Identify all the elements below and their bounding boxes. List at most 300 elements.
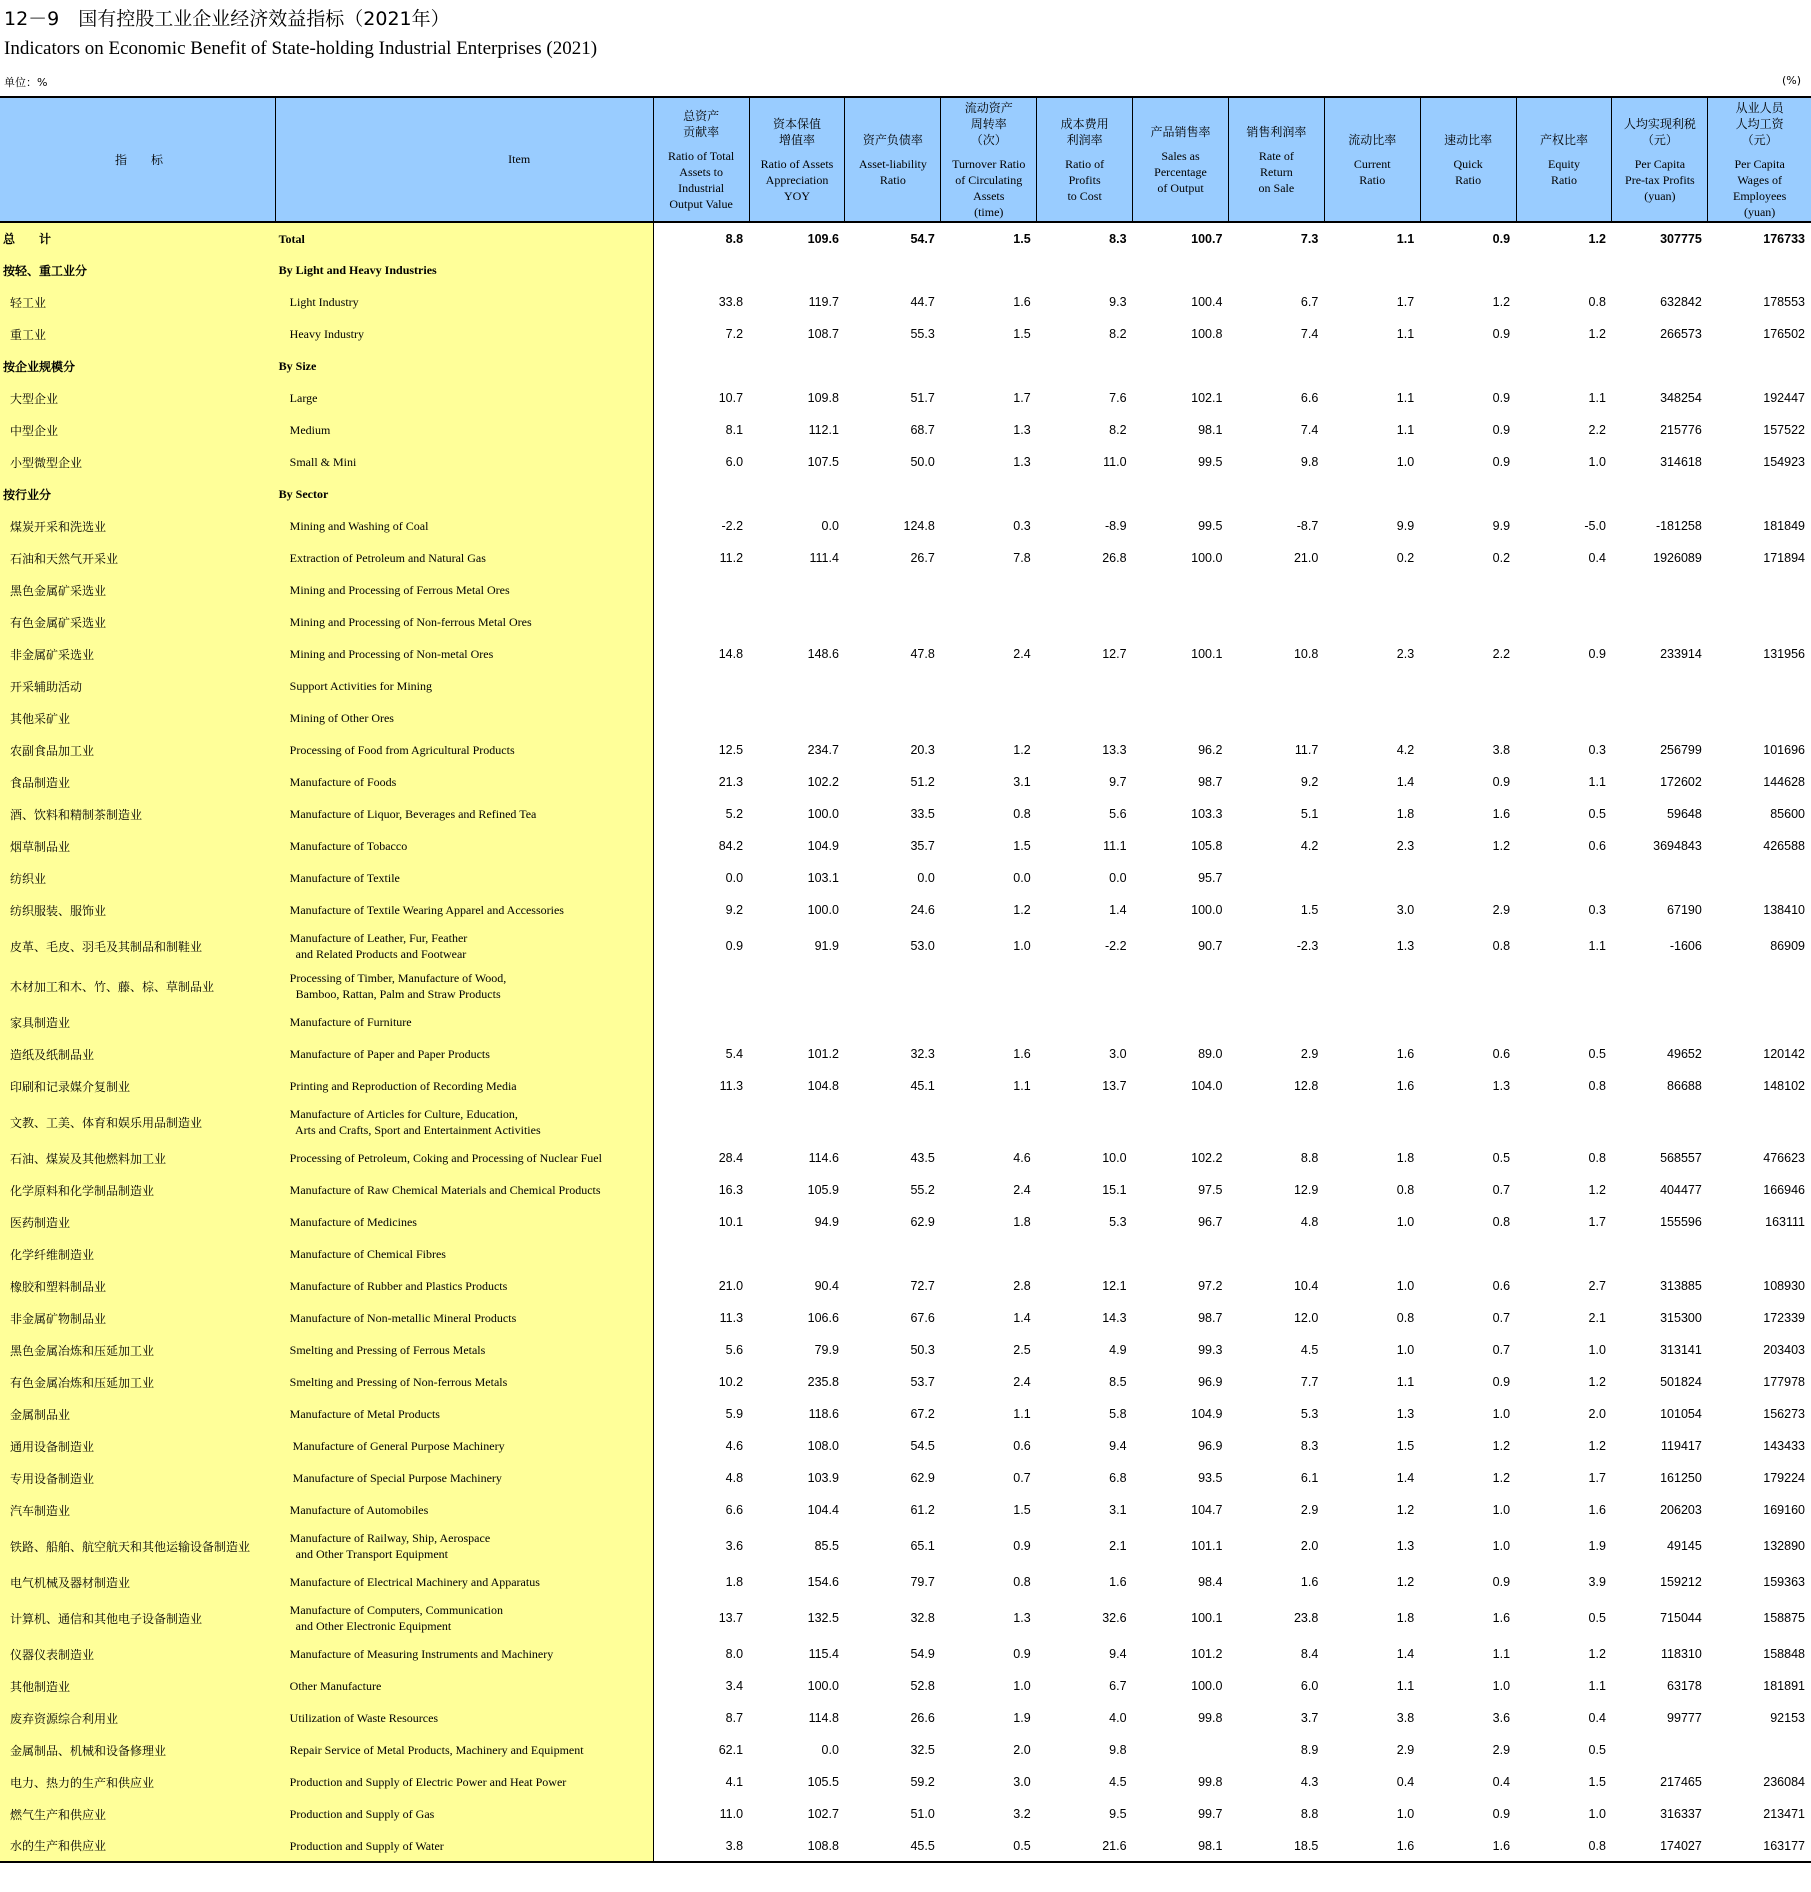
value-cell: 4.1 — [725, 1775, 744, 1789]
indicator-table — [0, 96, 1811, 1863]
row-label-zh: 其他制造业 — [0, 1670, 276, 1702]
value-cell: 1.2 — [1588, 1183, 1606, 1197]
row-label-zh: 黑色金属矿采选业 — [0, 574, 276, 606]
value-cell: 1.1 — [1396, 327, 1415, 341]
value-cell — [941, 702, 1037, 734]
value-cell: 181849 — [1763, 519, 1805, 533]
value-cell: 84.2 — [718, 839, 744, 853]
value-cell: 104.4 — [807, 1503, 839, 1517]
value-cell: 101.2 — [807, 1047, 839, 1061]
value-cell: 10.2 — [718, 1375, 744, 1389]
value-cell — [1133, 1102, 1229, 1142]
value-cell: 9.4 — [1109, 1439, 1127, 1453]
value-cell: 13.7 — [1102, 1079, 1127, 1093]
value-cell: 1.2 — [1588, 1439, 1606, 1453]
value-cell: 1.3 — [1396, 1407, 1415, 1421]
value-cell: 104.9 — [1191, 1407, 1223, 1421]
row-label-en: Manufacture of Metal Products — [276, 1398, 654, 1430]
value-cell: 0.8 — [1492, 939, 1511, 953]
value-cell — [1037, 966, 1133, 1006]
value-cell — [1037, 1102, 1133, 1142]
value-cell: 1.9 — [1588, 1539, 1606, 1553]
table-row — [0, 222, 1811, 254]
value-cell: 32.8 — [910, 1611, 935, 1625]
value-cell: -2.3 — [1296, 939, 1319, 953]
value-cell — [653, 478, 749, 510]
value-cell — [941, 670, 1037, 702]
value-cell — [1708, 1102, 1811, 1142]
value-cell: 3.8 — [1492, 743, 1511, 757]
table-row — [0, 1566, 1811, 1598]
row-label-en: Processing of Food from Agricultural Products — [276, 734, 654, 766]
row-label-zh: 其他采矿业 — [0, 702, 276, 734]
row-label-zh: 木材加工和木、竹、藤、棕、草制品业 — [0, 966, 276, 1006]
value-cell: 1.5 — [1013, 231, 1031, 246]
row-label-zh: 燃气生产和供应业 — [0, 1798, 276, 1830]
value-cell: 0.5 — [1588, 1611, 1606, 1625]
value-cell: 1.0 — [1396, 1807, 1415, 1821]
value-cell: 11.3 — [719, 1311, 744, 1325]
value-cell: 1.2 — [1588, 231, 1606, 246]
value-cell: 9.2 — [725, 903, 744, 917]
value-cell: -1606 — [1669, 939, 1702, 953]
value-cell: 1.8 — [1396, 807, 1415, 821]
value-cell: 59.2 — [910, 1775, 935, 1789]
value-cell: 0.7 — [1492, 1183, 1511, 1197]
row-label-zh: 金属制品、机械和设备修理业 — [0, 1734, 276, 1766]
value-cell: 107.5 — [807, 455, 839, 469]
row-label-en: Extraction of Petroleum and Natural Gas — [276, 542, 654, 574]
value-cell: 215776 — [1660, 423, 1702, 437]
value-cell: 86688 — [1667, 1079, 1702, 1093]
value-cell: 1.0 — [1396, 1343, 1415, 1357]
value-cell: 108.8 — [749, 1830, 845, 1862]
value-cell: 1.6 — [1013, 1047, 1031, 1061]
value-cell: 1.6 — [1396, 1047, 1415, 1061]
value-cell — [1133, 1006, 1229, 1038]
row-label-en: Manufacture of General Purpose Machinery — [276, 1430, 654, 1462]
value-cell: 85.5 — [814, 1539, 839, 1553]
value-cell: 169160 — [1763, 1503, 1805, 1517]
value-cell: 14.8 — [718, 647, 744, 661]
value-cell: 93.5 — [1198, 1471, 1223, 1485]
value-cell: 9.9 — [1396, 519, 1415, 533]
value-cell: 98.1 — [1133, 1830, 1229, 1862]
value-cell — [1420, 702, 1516, 734]
row-label-en: Heavy Industry — [276, 318, 654, 350]
value-cell: 315300 — [1660, 1311, 1702, 1325]
value-cell: 4.2 — [1300, 839, 1319, 853]
header-column-zh: 流动资产 周转率 （次） — [964, 100, 1013, 147]
value-cell: 1.0 — [1492, 1503, 1511, 1517]
row-label-en: By Light and Heavy Industries — [276, 254, 654, 286]
row-label-zh: 烟草制品业 — [0, 830, 276, 862]
value-cell: 0.6 — [1492, 1279, 1511, 1293]
value-cell: 45.5 — [845, 1830, 941, 1862]
value-cell: 94.9 — [814, 1215, 839, 1229]
value-cell: 8.4 — [1300, 1647, 1319, 1661]
value-cell: 5.3 — [1109, 1215, 1127, 1229]
value-cell: 32.5 — [910, 1743, 935, 1757]
value-cell: 138410 — [1763, 903, 1805, 917]
row-label-en: Manufacture of Raw Chemical Materials and Chemical Products — [276, 1174, 654, 1206]
value-cell: 0.8 — [1396, 1311, 1415, 1325]
table-row — [0, 1702, 1811, 1734]
value-cell — [1708, 670, 1811, 702]
value-cell: 102.7 — [807, 1807, 839, 1821]
value-cell — [749, 478, 845, 510]
value-cell: 101.2 — [1191, 1647, 1223, 1661]
value-cell: 12.5 — [718, 743, 744, 757]
row-label-en: Manufacture of Paper and Paper Products — [276, 1038, 654, 1070]
header-column-zh: 资产负债率 — [862, 132, 923, 147]
row-label-en: Medium — [276, 414, 654, 446]
value-cell: 10.0 — [1102, 1151, 1127, 1165]
row-label-en: Manufacture of Special Purpose Machinery — [276, 1462, 654, 1494]
value-cell: 9.2 — [1300, 775, 1319, 789]
value-cell: 12.0 — [1293, 1311, 1319, 1325]
table-row — [0, 382, 1811, 414]
header-column — [653, 97, 749, 222]
value-cell: 1.7 — [1588, 1471, 1606, 1485]
row-label-zh: 酒、饮料和精制茶制造业 — [0, 798, 276, 830]
value-cell: 2.4 — [1013, 1375, 1031, 1389]
row-label-zh: 按轻、重工业分 — [0, 254, 276, 286]
value-cell: 1.0 — [1013, 1679, 1031, 1693]
value-cell — [1708, 702, 1811, 734]
value-cell: 95.7 — [1198, 871, 1223, 885]
row-label-zh: 水的生产和供应业 — [0, 1830, 276, 1862]
value-cell: 3694843 — [1653, 839, 1702, 853]
value-cell: 9.4 — [1109, 1647, 1127, 1661]
value-cell: 143433 — [1763, 1439, 1805, 1453]
row-label-en: Manufacture of Automobiles — [276, 1494, 654, 1526]
table-row — [0, 1638, 1811, 1670]
row-label-zh: 家具制造业 — [0, 1006, 276, 1038]
value-cell: 98.7 — [1198, 1311, 1223, 1325]
value-cell: 67.2 — [910, 1407, 935, 1421]
table-row — [0, 446, 1811, 478]
value-cell: 104.7 — [1191, 1503, 1223, 1517]
header-column — [1133, 97, 1229, 222]
value-cell: 45.1 — [910, 1079, 935, 1093]
table-row — [0, 1238, 1811, 1270]
value-cell: -8.9 — [1105, 519, 1127, 533]
value-cell: 171894 — [1763, 551, 1805, 565]
value-cell: 105.9 — [807, 1183, 839, 1197]
value-cell — [1708, 862, 1811, 894]
row-label-en: Repair Service of Metal Products, Machinery and Equipment — [276, 1734, 654, 1766]
header-column-en: Equity Ratio — [1548, 156, 1580, 187]
value-cell: 3.4 — [725, 1679, 744, 1693]
value-cell: 1.1 — [1396, 231, 1415, 246]
table-row — [0, 606, 1811, 638]
value-cell — [845, 1102, 941, 1142]
value-cell: 0.0 — [1013, 871, 1031, 885]
value-cell: 1.1 — [1588, 1679, 1606, 1693]
value-cell: 92153 — [1770, 1711, 1805, 1725]
value-cell: 0.6 — [1588, 839, 1606, 853]
value-cell: 4.3 — [1300, 1775, 1319, 1789]
value-cell: 1.0 — [1588, 1807, 1606, 1821]
value-cell: 2.0 — [1588, 1407, 1606, 1421]
table-row — [0, 1398, 1811, 1430]
row-label-zh: 化学纤维制造业 — [0, 1238, 276, 1270]
value-cell: 5.4 — [725, 1047, 744, 1061]
value-cell: 67.6 — [910, 1311, 935, 1325]
value-cell: 51.0 — [910, 1807, 935, 1821]
header-column-en: Sales as Percentage of Output — [1154, 148, 1207, 195]
value-cell: 21.6 — [1037, 1830, 1133, 1862]
value-cell: 49145 — [1667, 1539, 1702, 1553]
table-row — [0, 1798, 1811, 1830]
table-row — [0, 1526, 1811, 1566]
header-column — [1708, 97, 1811, 222]
value-cell — [1037, 254, 1133, 286]
value-cell — [1037, 606, 1133, 638]
value-cell: 1.5 — [1588, 1775, 1606, 1789]
value-cell: 4.9 — [1109, 1343, 1127, 1357]
value-cell: 1.6 — [1396, 1079, 1415, 1093]
value-cell — [1516, 254, 1612, 286]
value-cell: 2.0 — [1300, 1539, 1319, 1553]
value-cell: 1.1 — [1396, 1375, 1415, 1389]
value-cell — [1228, 670, 1324, 702]
value-cell: 1.1 — [1396, 1679, 1415, 1693]
value-cell — [941, 478, 1037, 510]
value-cell — [1324, 702, 1420, 734]
value-cell: 54.9 — [910, 1647, 935, 1661]
row-label-en: Manufacture of Non-metallic Mineral Products — [276, 1302, 654, 1334]
value-cell: 8.9 — [1300, 1743, 1319, 1757]
value-cell: 115.4 — [808, 1647, 839, 1661]
value-cell: 1.8 — [1013, 1215, 1031, 1229]
value-cell — [1228, 574, 1324, 606]
value-cell: 61.2 — [910, 1503, 935, 1517]
row-label-zh: 石油、煤炭及其他燃料加工业 — [0, 1142, 276, 1174]
value-cell: 348254 — [1660, 391, 1702, 405]
value-cell: 1.2 — [1013, 903, 1031, 917]
value-cell: 1.0 — [1492, 1679, 1511, 1693]
value-cell: 1.6 — [1420, 1830, 1516, 1862]
value-cell: 174027 — [1612, 1830, 1708, 1862]
value-cell: 11.7 — [1294, 743, 1319, 757]
value-cell: -181258 — [1655, 519, 1702, 533]
value-cell: 148102 — [1763, 1079, 1805, 1093]
value-cell: 51.7 — [910, 391, 935, 405]
value-cell — [845, 574, 941, 606]
value-cell: 2.3 — [1396, 647, 1415, 661]
header-column-en: Turnover Ratio of Circulating Assets (time) — [952, 156, 1026, 219]
value-cell: 1.1 — [1396, 423, 1415, 437]
value-cell — [845, 254, 941, 286]
value-cell: 172602 — [1660, 775, 1702, 789]
value-cell: 1.1 — [1588, 939, 1606, 953]
value-cell: 11.0 — [1103, 455, 1127, 469]
header-column-zh: 从业人员 人均工资 （元） — [1735, 100, 1784, 147]
value-cell — [845, 1006, 941, 1038]
value-cell — [845, 478, 941, 510]
header-column-en: Rate of Return on Sale — [1258, 148, 1295, 195]
value-cell: 0.3 — [1013, 519, 1031, 533]
value-cell: 1.2 — [1492, 839, 1511, 853]
header-column — [1228, 97, 1324, 222]
table-row — [0, 766, 1811, 798]
value-cell: 1.8 — [1396, 1611, 1415, 1625]
table-row — [0, 862, 1811, 894]
row-label-en: By Sector — [276, 478, 654, 510]
value-cell: 47.8 — [910, 647, 935, 661]
row-label-en: Utilization of Waste Resources — [276, 1702, 654, 1734]
table-row — [0, 414, 1811, 446]
header-column-en: Per Capita Wages of Employees (yuan) — [1732, 156, 1787, 219]
value-cell: 172339 — [1763, 1311, 1805, 1325]
value-cell: 44.7 — [910, 295, 935, 309]
value-cell: 1.5 — [1013, 327, 1031, 341]
value-cell: 0.8 — [1516, 1830, 1612, 1862]
value-cell: 1.5 — [1396, 1439, 1415, 1453]
value-cell: 1.0 — [1492, 1407, 1511, 1421]
value-cell: 1.2 — [1588, 1647, 1606, 1661]
value-cell: 8.5 — [1109, 1375, 1127, 1389]
row-label-zh: 纺织业 — [0, 862, 276, 894]
unit-label: 单位：% — [4, 76, 48, 89]
value-cell: 1.1 — [1013, 1079, 1031, 1093]
value-cell: 3.9 — [1588, 1575, 1606, 1589]
value-cell: 313141 — [1660, 1343, 1702, 1357]
value-cell: 235.8 — [807, 1375, 839, 1389]
value-cell: 3.8 — [653, 1830, 749, 1862]
value-cell: 2.2 — [1492, 647, 1511, 661]
value-cell: 108.7 — [807, 327, 839, 341]
value-cell: 67190 — [1667, 903, 1702, 917]
table-row — [0, 286, 1811, 318]
value-cell: 106.6 — [807, 1311, 839, 1325]
value-cell: 35.7 — [910, 839, 935, 853]
value-cell: 7.3 — [1300, 231, 1319, 246]
value-cell — [653, 606, 749, 638]
value-cell: 68.7 — [910, 423, 935, 437]
value-cell: 9.8 — [1109, 1743, 1127, 1757]
value-cell — [1420, 862, 1516, 894]
value-cell — [1133, 574, 1229, 606]
value-cell: 1.1 — [1588, 775, 1606, 789]
row-label-en: Manufacture of Tobacco — [276, 830, 654, 862]
table-row — [0, 254, 1811, 286]
value-cell — [1420, 254, 1516, 286]
row-label-zh: 橡胶和塑料制品业 — [0, 1270, 276, 1302]
value-cell: 100.0 — [807, 1679, 839, 1693]
row-label-en: Mining and Processing of Non-metal Ores — [276, 638, 654, 670]
value-cell: 0.4 — [1492, 1775, 1511, 1789]
header-column-en: Ratio of Assets Appreciation YOY — [760, 156, 834, 203]
header-column-zh: 人均实现利税 （元） — [1623, 116, 1696, 147]
table-row — [0, 702, 1811, 734]
value-cell: 0.9 — [1492, 775, 1511, 789]
value-cell: 90.7 — [1198, 939, 1223, 953]
value-cell: 12.9 — [1293, 1183, 1319, 1197]
table-row — [0, 1366, 1811, 1398]
value-cell: 1.5 — [1013, 839, 1031, 853]
value-cell — [1324, 1238, 1420, 1270]
table-row — [0, 318, 1811, 350]
value-cell — [1037, 478, 1133, 510]
value-cell: 100.0 — [1191, 903, 1223, 917]
value-cell — [1228, 702, 1324, 734]
value-cell: 6.6 — [725, 1503, 744, 1517]
value-cell: 1.8 — [725, 1575, 744, 1589]
value-cell: 2.9 — [1492, 1743, 1511, 1757]
row-label-en: Manufacture of Electrical Machinery and Apparatus — [276, 1566, 654, 1598]
value-cell: 2.9 — [1300, 1047, 1319, 1061]
value-cell: 100.8 — [1191, 327, 1223, 341]
row-label-en: Manufacture of Medicines — [276, 1206, 654, 1238]
value-cell — [1612, 702, 1708, 734]
value-cell: 8.3 — [1300, 1439, 1319, 1453]
value-cell: 1.3 — [1013, 1611, 1031, 1625]
header-column-zh: 速动比率 — [1444, 132, 1493, 147]
value-cell — [1420, 670, 1516, 702]
value-cell: 10.4 — [1293, 1279, 1319, 1293]
value-cell: 0.6 — [1492, 1047, 1511, 1061]
table-row — [0, 798, 1811, 830]
value-cell: 0.4 — [1588, 1711, 1606, 1725]
value-cell: 21.0 — [718, 1279, 744, 1293]
value-cell — [1133, 1734, 1229, 1766]
table-row — [0, 1206, 1811, 1238]
value-cell: 119.7 — [808, 295, 839, 309]
row-label-en: Mining of Other Ores — [276, 702, 654, 734]
value-cell — [941, 254, 1037, 286]
value-cell: 158848 — [1763, 1647, 1805, 1661]
value-cell: 33.8 — [718, 295, 744, 309]
value-cell: 7.4 — [1300, 423, 1319, 437]
value-cell: 0.5 — [941, 1830, 1037, 1862]
table-row — [0, 830, 1811, 862]
row-label-en: Mining and Processing of Non-ferrous Metal Ores — [276, 606, 654, 638]
row-label-zh: 文教、工美、体育和娱乐用品制造业 — [0, 1102, 276, 1142]
value-cell: 98.1 — [1198, 423, 1223, 437]
row-label-en: Manufacture of Leather, Fur, Feather and Related Products and Footwear — [276, 926, 654, 966]
header-column-zh: 资本保值 增值率 — [772, 116, 821, 147]
value-cell — [1133, 702, 1229, 734]
value-cell: 163111 — [1765, 1215, 1805, 1229]
value-cell — [941, 966, 1037, 1006]
value-cell: 0.8 — [1396, 1183, 1415, 1197]
value-cell: 11.0 — [719, 1807, 744, 1821]
value-cell: 0.9 — [1492, 1575, 1511, 1589]
value-cell: 5.6 — [725, 1343, 744, 1357]
value-cell: 8.8 — [1300, 1151, 1319, 1165]
value-cell: 6.0 — [1300, 1679, 1319, 1693]
row-label-zh: 开采辅助活动 — [0, 670, 276, 702]
row-label-en: Manufacture of Railway, Ship, Aerospace and Other Transport Equipment — [276, 1526, 654, 1566]
value-cell — [1037, 1006, 1133, 1038]
value-cell: 1.1 — [1588, 391, 1606, 405]
value-cell: 1.0 — [1396, 1279, 1415, 1293]
value-cell: 0.8 — [1588, 1079, 1606, 1093]
value-cell: 314618 — [1660, 455, 1702, 469]
table-row — [0, 1006, 1811, 1038]
value-cell: 1.1 — [1492, 1647, 1511, 1661]
value-cell: 266573 — [1660, 327, 1702, 341]
value-cell — [1324, 966, 1420, 1006]
value-cell: 65.1 — [910, 1539, 935, 1553]
row-label-en: Printing and Reproduction of Recording Media — [276, 1070, 654, 1102]
value-cell: 91.9 — [814, 939, 839, 953]
value-cell: 179224 — [1763, 1471, 1805, 1485]
value-cell: 51.2 — [910, 775, 935, 789]
